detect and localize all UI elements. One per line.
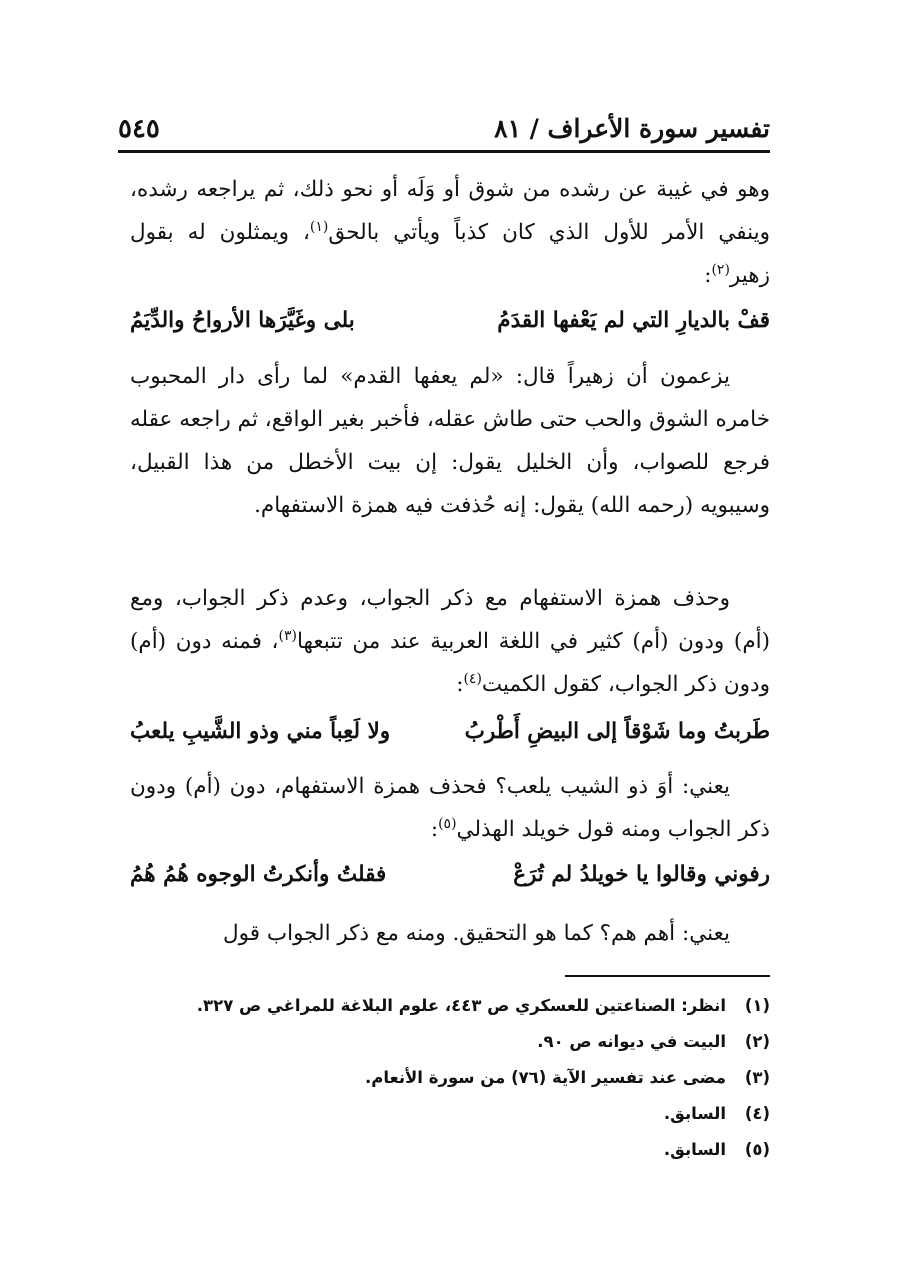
footnote-number: (٢) — [744, 1032, 770, 1051]
paragraph-text: يعني: أوَ ذو الشيب يلعب؟ فحذف همزة الاستفهام، دون (أم) ودون ذكر الجواب ومنه قول خويلد الهذلي — [130, 774, 770, 842]
paragraph-text: : — [704, 263, 712, 288]
footnote-number: (١) — [744, 996, 770, 1015]
verse-1 — [130, 304, 770, 347]
verse-hemistich-second: بلى وغَيَّرَها الأرواحُ والدِّيَمُ — [130, 308, 355, 333]
paragraph-text: ، فمنه دون (أم) ودون ذكر الجواب، كقول الكميت — [130, 629, 770, 697]
footnote-number: (٤) — [744, 1104, 770, 1123]
footnote-ref: (٣) — [278, 627, 297, 644]
paragraph-2: يزعمون أن زهيراً قال: «لم يعفها القدم» لما رأى دار المحبوب خامره الشوق والحب حتى طاش عقله، فأخبر بغير الواقع، ثم راجعه عقله فرجع للصواب، وأن الخليل يقول: إن بيت الأخطل من هذا القبيل، وسيبويه (رحمه الله) يقول: إنه حُذفت فيه همزة الاستفهام. — [130, 364, 770, 518]
verse-hemistich-first: طَربتُ وما شَوْقاً إلى البيضِ أَطْربُ — [464, 719, 770, 744]
paragraph-4 — [130, 765, 770, 851]
footnote-separator — [565, 975, 770, 977]
paragraph-text: وهو في غيبة عن رشده من شوق أو وَلَه أو نحو ذلك، ثم يراجعه رشده، وينفي الأمر للأول الذي كان كذباً ويأتي بالحق — [130, 177, 770, 245]
footnote-number: (٥) — [744, 1140, 770, 1159]
footnote-item — [130, 1132, 770, 1168]
footnote-text: انظر: الصناعتين للعسكري ص ٤٤٣، علوم البلاغة للمراغي ص ٣٢٧. — [196, 996, 726, 1015]
footnotes-list — [130, 988, 770, 1168]
paragraph-text: وحذف همزة الاستفهام مع ذكر الجواب، وعدم ذكر الجواب، ومع (أم) ودون (أم) كثير في اللغة العربية عند من تتبعها — [130, 586, 770, 654]
verse-hemistich-first: قفْ بالديارِ التي لم يَعْفها القدَمُ — [497, 308, 770, 333]
footnote-ref: (١) — [309, 218, 329, 235]
verse-hemistich-second: ولا لَعِباً مني وذو الشَّيبِ يلعبُ — [130, 719, 391, 744]
paragraph-1 — [130, 168, 770, 297]
paragraph-text: : — [456, 672, 464, 697]
footnote-text: البيت في ديوانه ص ٩٠. — [537, 1032, 726, 1051]
footnote-ref: (٤) — [463, 670, 482, 687]
paragraph-text: : — [430, 817, 439, 842]
footnote-item — [130, 1060, 770, 1096]
footnote-text: السابق. — [663, 1104, 726, 1123]
verse-hemistich-second: فقلتُ وأنكرتُ الوجوه هُمُ هُمُ — [130, 862, 387, 887]
verse-hemistich-first: رفوني وقالوا يا خويلدُ لم تُرَعْ — [513, 862, 770, 887]
verse-2 — [130, 715, 770, 758]
footnote-text: السابق. — [663, 1140, 726, 1159]
verse-3 — [130, 858, 770, 901]
paragraph-text: ، ويمثلون له بقول زهير — [130, 220, 770, 288]
page-number: ٥٤٥ — [118, 114, 160, 144]
paragraph-5: يعني: أهم هم؟ كما هو التحقيق. ومنه مع ذكر الجواب قول — [223, 921, 730, 946]
footnote-item — [130, 988, 770, 1024]
footnote-ref: (٥) — [438, 815, 457, 832]
footnote-item — [130, 1096, 770, 1132]
footnote-item — [130, 1024, 770, 1060]
footnote-ref: (٢) — [711, 261, 730, 278]
footnote-text: مضى عند تفسير الآية (٧٦) من سورة الأنعام. — [364, 1068, 726, 1087]
running-title: تفسير سورة الأعراف / ٨١ — [494, 114, 770, 143]
footnote-number: (٣) — [744, 1068, 770, 1087]
paragraph-3 — [130, 577, 770, 706]
page-header — [118, 112, 770, 153]
